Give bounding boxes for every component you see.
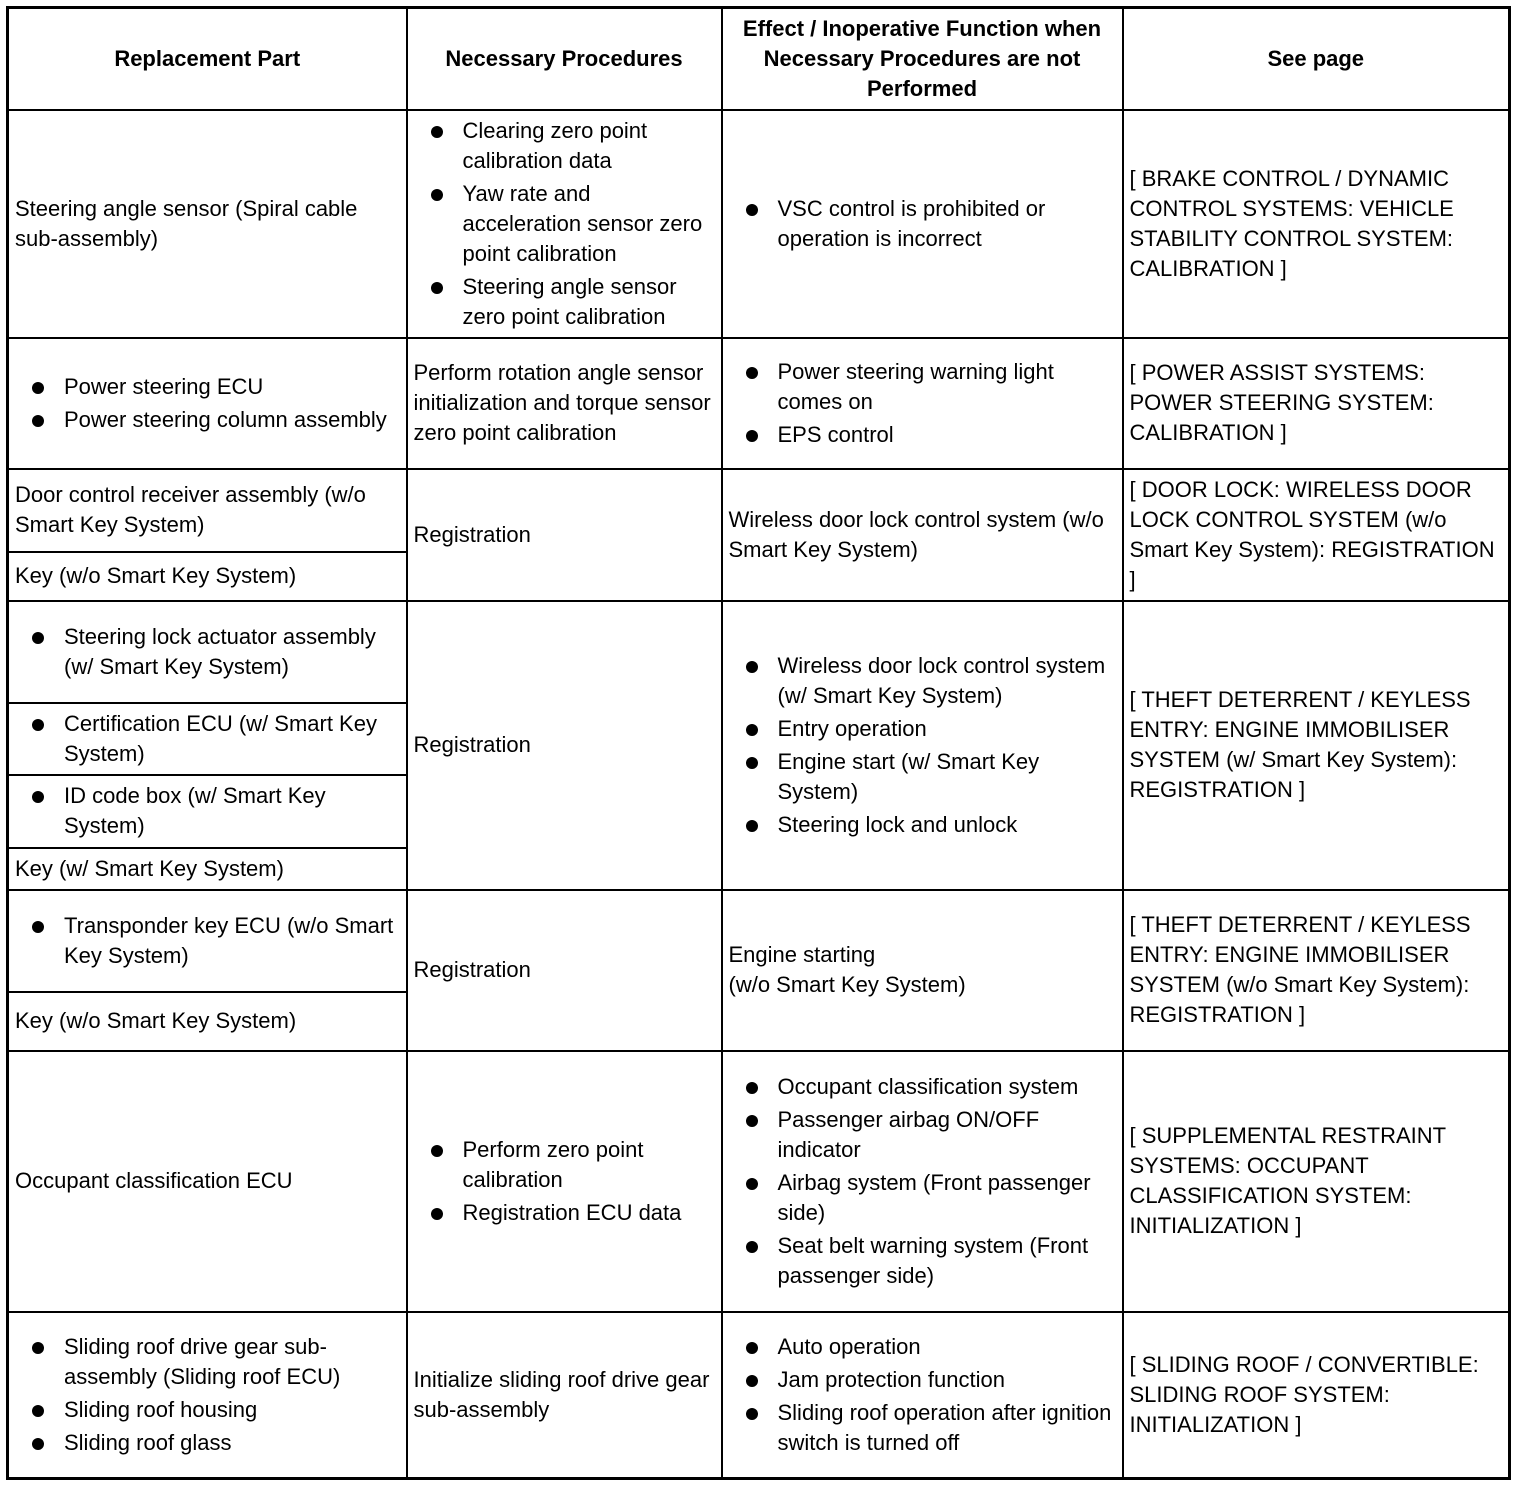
list-item: ID code box (w/ Smart Key System) bbox=[64, 781, 400, 841]
list-item: Steering lock and unlock bbox=[778, 810, 1116, 840]
list-item: EPS control bbox=[778, 420, 1116, 450]
procedures-cell bbox=[407, 469, 722, 601]
see-page-reference: [ POWER ASSIST SYSTEMS: POWER STEERING SYSTEM: CALIBRATION ] bbox=[1129, 360, 1434, 445]
header-replacement-part: Replacement Part bbox=[8, 8, 407, 110]
table-row bbox=[8, 601, 1510, 703]
see-page-cell bbox=[1123, 338, 1510, 469]
procedures-text: Perform rotation angle sensor initialization and torque sensor zero point calibration bbox=[413, 360, 711, 445]
header-effect: Effect / Inoperative Function when Necessary Procedures are not Performed bbox=[722, 8, 1123, 110]
procedures-cell bbox=[407, 890, 722, 1051]
replacement-part-cell bbox=[8, 1051, 407, 1312]
replacement-part-cell bbox=[8, 703, 407, 775]
procedures-cell bbox=[407, 338, 722, 469]
list-item: Power steering warning light comes on bbox=[778, 357, 1116, 417]
table-row bbox=[8, 110, 1510, 338]
see-page-cell bbox=[1123, 469, 1510, 601]
replacement-part-cell bbox=[8, 992, 407, 1051]
list-item: Power steering ECU bbox=[64, 372, 400, 402]
effect-text: Wireless door lock control system (w/o Smart Key System) bbox=[728, 506, 1104, 562]
see-page-cell bbox=[1123, 110, 1510, 338]
list-item: Occupant classification system bbox=[778, 1072, 1116, 1102]
procedures-text: Registration bbox=[413, 521, 531, 547]
replacement-part-cell bbox=[8, 1312, 407, 1479]
see-page-reference: [ SUPPLEMENTAL RESTRAINT SYSTEMS: OCCUPANT CLASSIFICATION SYSTEM: INITIALIZATION ] bbox=[1129, 1123, 1446, 1238]
effect-list bbox=[729, 194, 1116, 254]
replacement-part-list bbox=[15, 781, 400, 841]
replacement-part-cell bbox=[8, 848, 407, 890]
replacement-part-text: Occupant classification ECU bbox=[15, 1168, 293, 1193]
list-item: Clearing zero point calibration data bbox=[463, 116, 715, 176]
replacement-part-cell bbox=[8, 469, 407, 552]
see-page-cell bbox=[1123, 1312, 1510, 1479]
replacement-part-text: Key (w/o Smart Key System) bbox=[15, 563, 297, 588]
replacement-part-text: Key (w/o Smart Key System) bbox=[15, 1008, 297, 1033]
effect-cell bbox=[722, 1051, 1123, 1312]
list-item: Transponder key ECU (w/o Smart Key System) bbox=[64, 911, 400, 971]
procedures-text: Initialize sliding roof drive gear sub-assembly bbox=[413, 1366, 710, 1422]
table-row bbox=[8, 1051, 1510, 1312]
see-page-reference: [ DOOR LOCK: WIRELESS DOOR LOCK CONTROL SYSTEM (w/o Smart Key System): REGISTRATION ] bbox=[1129, 476, 1495, 592]
replacement-part-cell bbox=[8, 338, 407, 469]
procedures-cell bbox=[407, 1312, 722, 1479]
list-item: Auto operation bbox=[778, 1332, 1116, 1362]
list-item: Sliding roof drive gear sub-assembly (Sliding roof ECU) bbox=[64, 1332, 400, 1392]
replacement-part-cell bbox=[8, 110, 407, 338]
list-item: Sliding roof housing bbox=[64, 1395, 400, 1425]
list-item: Yaw rate and acceleration sensor zero point calibration bbox=[463, 179, 715, 269]
table-row bbox=[8, 1312, 1510, 1479]
replacement-part-list bbox=[15, 911, 400, 971]
list-item: Seat belt warning system (Front passenger side) bbox=[778, 1231, 1116, 1291]
replacement-part-list bbox=[15, 622, 400, 682]
replacement-part-list bbox=[15, 372, 400, 435]
table-row bbox=[8, 890, 1510, 992]
effect-cell bbox=[722, 469, 1123, 601]
header-row bbox=[8, 8, 1510, 110]
see-page-reference: [ THEFT DETERRENT / KEYLESS ENTRY: ENGINE IMMOBILISER SYSTEM (w/ Smart Key System): REGISTRATION ] bbox=[1129, 687, 1471, 802]
see-page-reference: [ BRAKE CONTROL / DYNAMIC CONTROL SYSTEMS: VEHICLE STABILITY CONTROL SYSTEM: CALIBRATION ] bbox=[1129, 165, 1454, 281]
effect-list bbox=[729, 1072, 1116, 1291]
effect-cell bbox=[722, 110, 1123, 338]
list-item: VSC control is prohibited or operation is incorrect bbox=[778, 194, 1116, 254]
effect-cell bbox=[722, 601, 1123, 890]
replacement-part-text: Key (w/ Smart Key System) bbox=[15, 855, 284, 881]
list-item: Certification ECU (w/ Smart Key System) bbox=[64, 709, 400, 769]
list-item: Airbag system (Front passenger side) bbox=[778, 1168, 1116, 1228]
effect-list bbox=[729, 1332, 1116, 1458]
list-item: Wireless door lock control system (w/ Smart Key System) bbox=[778, 651, 1116, 711]
replacement-part-cell bbox=[8, 552, 407, 601]
procedures-cell bbox=[407, 601, 722, 890]
procedures-text: Registration bbox=[413, 957, 531, 982]
see-page-cell bbox=[1123, 890, 1510, 1051]
list-item: Registration ECU data bbox=[463, 1198, 715, 1228]
effect-list bbox=[729, 651, 1116, 840]
list-item: Engine start (w/ Smart Key System) bbox=[778, 747, 1116, 807]
see-page-reference: [ THEFT DETERRENT / KEYLESS ENTRY: ENGINE IMMOBILISER SYSTEM (w/o Smart Key System): REGISTRATION ] bbox=[1129, 912, 1471, 1027]
replacement-part-list bbox=[15, 709, 400, 769]
see-page-cell bbox=[1123, 1051, 1510, 1312]
effect-cell bbox=[722, 890, 1123, 1051]
see-page-cell bbox=[1123, 601, 1510, 890]
replacement-part-cell bbox=[8, 601, 407, 703]
replacement-procedures-table bbox=[6, 6, 1511, 1480]
see-page-reference: [ SLIDING ROOF / CONVERTIBLE: SLIDING ROOF SYSTEM: INITIALIZATION ] bbox=[1129, 1351, 1479, 1437]
list-item: Sliding roof glass bbox=[64, 1428, 400, 1458]
list-item: Steering lock actuator assembly (w/ Smart Key System) bbox=[64, 622, 400, 682]
procedures-list bbox=[414, 116, 715, 332]
list-item: Jam protection function bbox=[778, 1365, 1116, 1395]
list-item: Sliding roof operation after ignition switch is turned off bbox=[778, 1398, 1116, 1458]
list-item: Perform zero point calibration bbox=[463, 1135, 715, 1195]
effect-cell bbox=[722, 338, 1123, 469]
replacement-part-cell bbox=[8, 890, 407, 992]
effect-cell bbox=[722, 1312, 1123, 1479]
procedures-cell bbox=[407, 110, 722, 338]
list-item: Passenger airbag ON/OFF indicator bbox=[778, 1105, 1116, 1165]
procedures-text: Registration bbox=[413, 732, 531, 757]
replacement-part-text: Steering angle sensor (Spiral cable sub-assembly) bbox=[15, 195, 358, 251]
header-necessary-procedures: Necessary Procedures bbox=[407, 8, 722, 110]
list-item: Entry operation bbox=[778, 714, 1116, 744]
table-row bbox=[8, 469, 1510, 552]
list-item: Power steering column assembly bbox=[64, 405, 400, 435]
list-item: Steering angle sensor zero point calibration bbox=[463, 272, 715, 332]
replacement-part-list bbox=[15, 1332, 400, 1458]
effect-list bbox=[729, 357, 1116, 450]
table-row bbox=[8, 338, 1510, 469]
replacement-part-cell bbox=[8, 775, 407, 848]
procedures-cell bbox=[407, 1051, 722, 1312]
procedures-list bbox=[414, 1135, 715, 1228]
effect-line: Engine starting bbox=[728, 942, 876, 967]
header-see-page: See page bbox=[1123, 8, 1510, 110]
replacement-part-text: Door control receiver assembly (w/o Smart Key System) bbox=[15, 482, 366, 537]
effect-line: (w/o Smart Key System) bbox=[728, 972, 966, 997]
